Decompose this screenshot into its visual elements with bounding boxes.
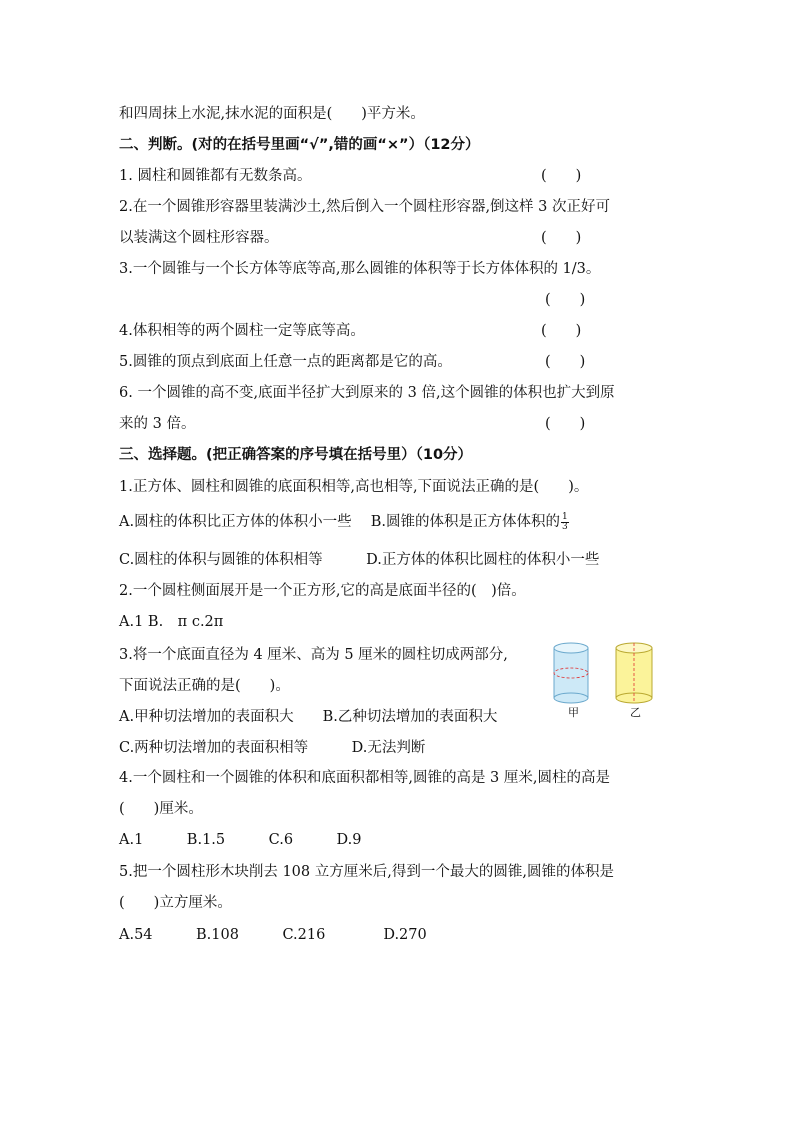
figure-label-jia: 甲 xyxy=(568,706,579,719)
judge-3: 3.一个圆锥与一个长方体等底等高,那么圆锥的体积等于长方体体积的 1/3。 xyxy=(119,261,601,277)
judge-6-paren: ( ) xyxy=(545,416,586,432)
judge-5-paren: ( ) xyxy=(545,354,586,370)
choice-1: 1.正方体、圆柱和圆锥的底面积相等,高也相等,下面说法正确的是( )。 xyxy=(119,479,589,495)
fraction-numerator: 1 xyxy=(561,511,568,522)
choice-2: 2.一个圆柱侧面展开是一个正方形,它的高是底面半径的( )倍。 xyxy=(119,583,526,599)
choice-3a: 3.将一个底面直径为 4 厘米、高为 5 厘米的圆柱切成两部分, xyxy=(119,647,508,663)
judge-1-paren: ( ) xyxy=(541,168,582,184)
judge-6a: 6. 一个圆锥的高不变,底面半径扩大到原来的 3 倍,这个圆锥的体积也扩大到原 xyxy=(119,385,615,401)
judge-1: 1. 圆柱和圆锥都有无数条高。 xyxy=(119,168,312,184)
choice-2-options: A.1 B. π c.2π xyxy=(119,614,224,630)
judge-6b: 来的 3 倍。 xyxy=(119,416,196,432)
judge-4-paren: ( ) xyxy=(541,323,582,339)
choice-4-options: A.1 B.1.5 C.6 D.9 xyxy=(119,832,362,848)
judge-3-paren: ( ) xyxy=(545,292,586,308)
section-2-heading: 二、判断。(对的在括号里画“√”,错的画“×”）（12分） xyxy=(119,137,480,153)
judge-4: 4.体积相等的两个圆柱一定等底等高。 xyxy=(119,323,365,339)
section-3-heading: 三、选择题。(把正确答案的序号填在括号里）（10分） xyxy=(119,447,473,463)
choice-4a: 4.一个圆柱和一个圆锥的体积和底面积都相等,圆锥的高是 3 厘米,圆柱的高是 xyxy=(119,770,610,786)
cylinder-jia xyxy=(554,643,588,703)
choice-4b: ( )厘米。 xyxy=(119,801,203,817)
choice-1-cd: C.圆柱的体积与圆锥的体积相等 D.正方体的体积比圆柱的体积小一些 xyxy=(119,552,600,568)
cylinder-yi xyxy=(616,643,652,703)
choice-3-ab: A.甲种切法增加的表面积大 B.乙种切法增加的表面积大 xyxy=(119,709,498,725)
cylinder-figures xyxy=(550,640,660,720)
fraction-one-third xyxy=(561,513,569,532)
choice-3b: 下面说法正确的是( )。 xyxy=(119,678,290,694)
cylinders-illustration xyxy=(550,640,660,706)
figure-label-yi: 乙 xyxy=(630,706,641,719)
choice-5a: 5.把一个圆柱形木块削去 108 立方厘米后,得到一个最大的圆锥,圆锥的体积是 xyxy=(119,864,614,880)
choice-3-cd: C.两种切法增加的表面积相等 D.无法判断 xyxy=(119,740,426,756)
choice-1-ab xyxy=(119,512,569,532)
judge-2a: 2.在一个圆锥形容器里装满沙土,然后倒入一个圆柱形容器,倒这样 3 次正好可 xyxy=(119,199,610,215)
fraction-denominator: 3 xyxy=(561,521,568,532)
choice-5b: ( )立方厘米。 xyxy=(119,895,232,911)
judge-2-paren: ( ) xyxy=(541,230,582,246)
line-l0: 和四周抹上水泥,抹水泥的面积是( )平方米。 xyxy=(119,106,425,122)
judge-5: 5.圆锥的顶点到底面上任意一点的距离都是它的高。 xyxy=(119,354,452,370)
choice-1-ab-text: A.圆柱的体积比正方体的体积小一些 B.圆锥的体积是正方体体积的 xyxy=(119,514,560,530)
choice-5-options: A.54 B.108 C.216 D.270 xyxy=(119,927,427,943)
judge-2b: 以装满这个圆柱形容器。 xyxy=(119,230,279,246)
